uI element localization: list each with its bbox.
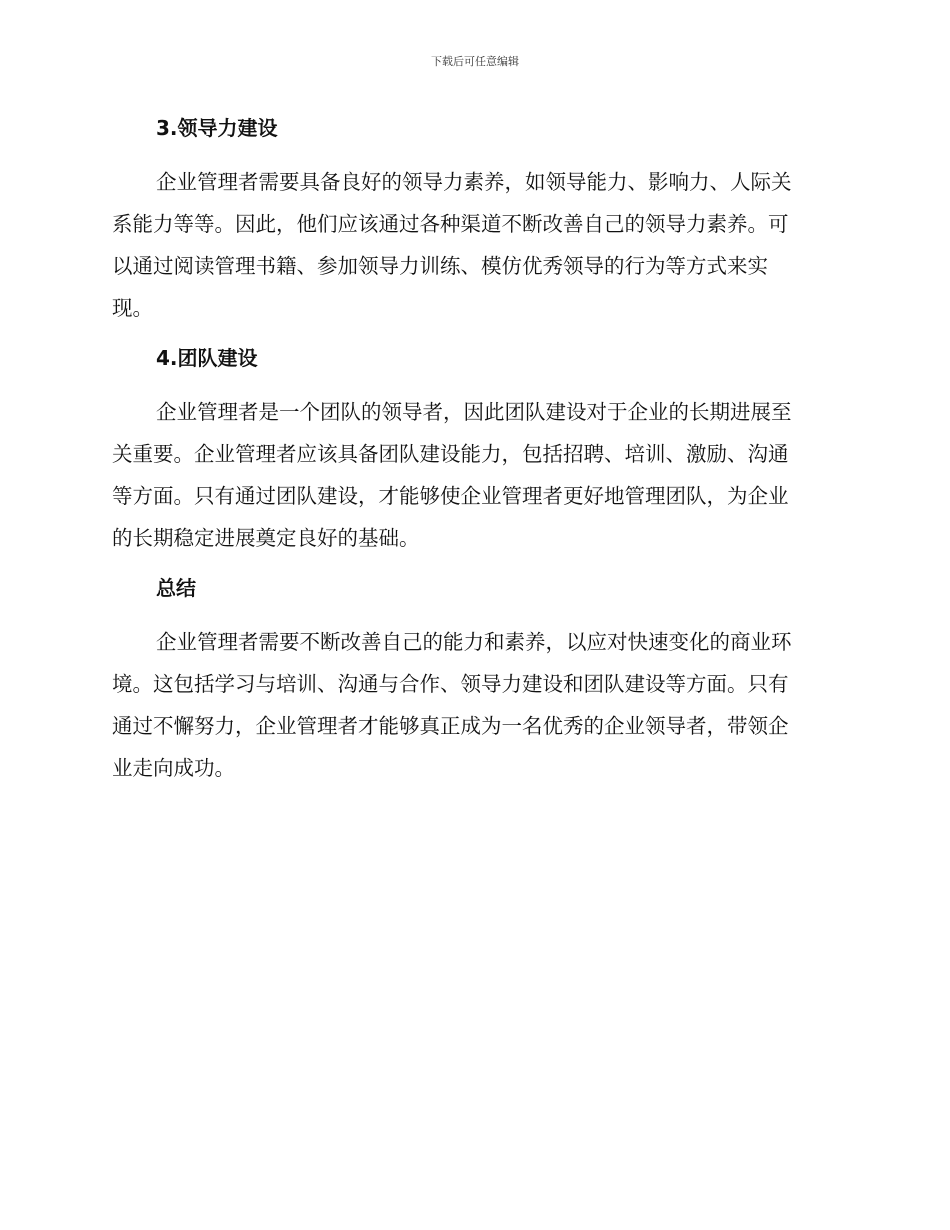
paragraph-line: 系能力等等。因此，他们应该通过各种渠道不断改善自己的领导力素养。可 bbox=[112, 212, 789, 236]
section-paragraph bbox=[112, 621, 834, 789]
document-body bbox=[112, 108, 834, 789]
paragraph-line: 通过不懈努力，企业管理者才能够真正成为一名优秀的企业领导者，带领企 bbox=[112, 714, 789, 738]
paragraph-line: 的长期稳定进展奠定良好的基础。 bbox=[112, 526, 420, 550]
section-paragraph bbox=[112, 161, 834, 329]
section-heading: 3.领导力建设 bbox=[156, 116, 278, 140]
page-header: 下载后可任意编辑 bbox=[431, 55, 519, 68]
section-summary bbox=[112, 568, 834, 789]
paragraph-line: 以通过阅读管理书籍、参加领导力训练、模仿优秀领导的行为等方式来实 bbox=[112, 254, 768, 278]
paragraph-line: 现。 bbox=[112, 296, 153, 320]
paragraph-line: 等方面。只有通过团队建设，才能够使企业管理者更好地管理团队，为企业 bbox=[112, 484, 789, 508]
section-paragraph bbox=[112, 391, 834, 559]
paragraph-line: 境。这包括学习与培训、沟通与合作、领导力建设和团队建设等方面。只有 bbox=[112, 672, 789, 696]
paragraph-line: 关重要。企业管理者应该具备团队建设能力，包括招聘、培训、激励、沟通 bbox=[112, 442, 789, 466]
section-team bbox=[112, 338, 834, 568]
paragraph-line: 企业管理者需要具备良好的领导力素养，如领导能力、影响力、人际关 bbox=[156, 170, 792, 194]
paragraph-line: 企业管理者是一个团队的领导者，因此团队建设对于企业的长期进展至 bbox=[156, 400, 792, 424]
section-heading: 总结 bbox=[156, 576, 196, 600]
paragraph-line: 业走向成功。 bbox=[112, 756, 235, 780]
section-leadership bbox=[112, 108, 834, 338]
paragraph-line: 企业管理者需要不断改善自己的能力和素养，以应对快速变化的商业环 bbox=[156, 630, 792, 654]
section-heading: 4.团队建设 bbox=[156, 346, 258, 370]
